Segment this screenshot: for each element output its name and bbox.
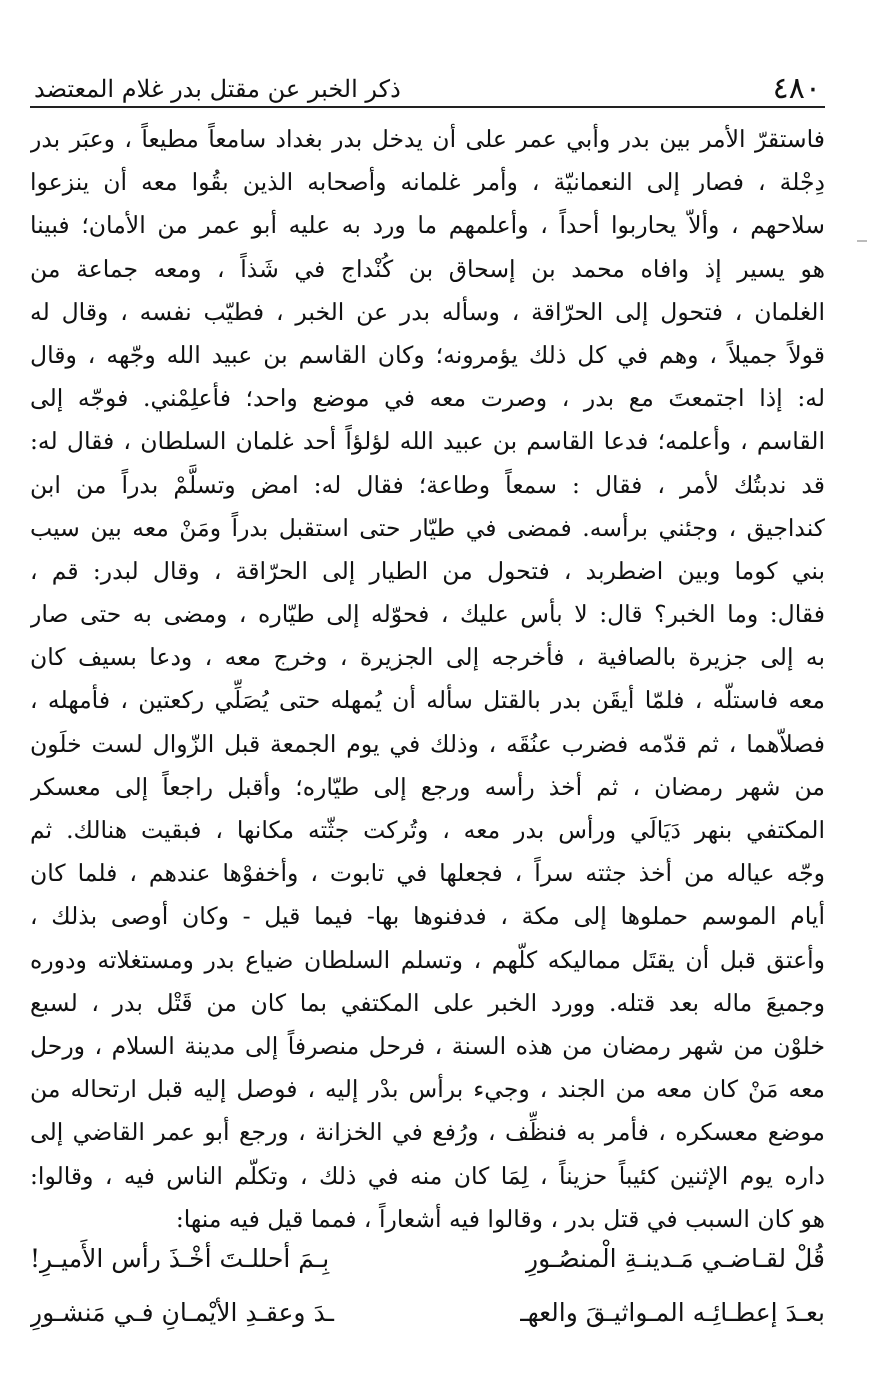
text-line: بني كوما وبين اضطربد ، فتحول من الطيار إلى الحرّاقة ، وقال لبدر: قم ، [30,556,825,585]
text-line: قد ندبتُك لأمر ، فقال : سمعاً وطاعة؛ فقال له: امض وتسلَّمْ بدراً من ابن [30,470,825,499]
text-line: القاسم ، وأعلمه؛ فدعا القاسم بن عبيد الله لؤلؤاً أحد غلمان السلطان ، فقال له: [30,427,825,456]
text-line: وجّه عياله من أخذ جثته سراً ، فجعلها في تابوت ، وأخفوْها عندهم ، فلما كان [30,859,825,888]
margin-mark [857,240,867,242]
text-line: فصلاّهما ، ثم قدّمه فضرب عنُقَه ، وذلك في يوم الجمعة قبل الزّوال لست خلَون [30,729,825,758]
verse-first-hemistich: بعـدَ إعطـائِـه المـواثيـقَ والعهـ [520,1298,825,1327]
poem [30,1232,825,1340]
text-line: معه فاستلّه ، فلمّا أيقَن بدر بالقتل سأله أن يُمهله حتى يُصَلِّي ركعتين ، فأمهله ، [30,686,825,715]
text-line: وجميعَ ماله بعد قتله. وورد الخبر على المكتفي بما كان من قَتْل بدر ، لسبع [30,988,825,1017]
text-line: به إلى جزيرة بالصافية ، فأخرجه إلى الجزيرة ، وخرج معه ، ودعا بسيف كان [30,643,825,672]
verse-second-hemistich: ـدَ وعقـدِ الأيْمـانِ فـي مَنشـورِ [30,1298,334,1327]
text-line: سلاحهم ، وألاّ يحاربوا أحداً ، وأعلمهم ما ورد به عليه أبو عمر من الأمان؛ فبينا [30,211,825,240]
text-line: هو يسير إذ وافاه محمد بن إسحاق بن كُنْداج في شَذاً ، ومعه جماعة من [30,254,825,283]
text-line: أيام الموسم حملوها إلى مكة ، فدفنوها بها- فيما قيل - وكان أوصى بذلك ، [30,902,825,931]
text-line: موضع معسكره ، فأمر به فنظِّف ، ورُفع في الخزانة ، ورجع أبو عمر القاضي إلى [30,1118,825,1147]
verse-first-hemistich: قُلْ لقـاضـي مَـدينـةِ الْمنصُـورِ [526,1244,825,1273]
text-line: فقال: وما الخبر؟ قال: لا بأس عليك ، فحوّله إلى طيّاره ، ومضى به حتى صار [30,600,825,629]
page-number: ٤٨٠ [772,71,821,106]
text-line: هو كان السبب في قتل بدر ، وقالوا فيه أشعاراً ، فمما قيل فيه منها: [175,1204,825,1233]
body-text [30,118,825,1241]
poem-verse [30,1232,825,1286]
text-line: كنداجيق ، وجئني برأسه. فمضى في طيّار حتى استقبل بدراً ومَنْ معه بين سيب [30,513,825,542]
text-line: داره يوم الإثنين كئيباً حزيناً ، لِمَا كان منه في ذلك ، وتكلّم الناس فيه ، وقالوا: [30,1161,825,1190]
text-line: من شهر رمضان ، ثم أخذ رأسه ورجع إلى طيّاره؛ وأقبل راجعاً إلى معسكر [30,772,825,801]
text-line: الغلمان ، فتحول إلى الحرّاقة ، وسأله بدر عن الخبر ، فطيّب نفسه ، وقال له [30,297,825,326]
text-line: دِجْلة ، فصار إلى النعمانيّة ، وأمر غلمانه وأصحابه الذين بقُوا معه أن ينزعوا [30,168,825,197]
text-line: فاستقرّ الأمر بين بدر وأبي عمر على أن يدخل بدر بغداد سامعاً مطيعاً ، وعبَر بدر [30,125,825,153]
verse-second-hemistich: بِـمَ أحللـتَ أخْـذَ رأس الأَميـرِ! [30,1244,330,1273]
text-line: المكتفي بنهر دَيَالَي ورأس بدر معه ، وتُركت جثّته مكانها ، فبقيت هنالك. ثم [30,816,825,844]
text-line: قولاً جميلاً ، وهم في كل ذلك يؤمرونه؛ وكان القاسم بن عبيد الله وجّهه ، وقال [30,340,825,369]
page-header [30,70,825,108]
text-line: خلوْن من شهر رمضان من هذه السنة ، فرحل منصرفاً إلى مدينة السلام ، ورحل [30,1031,825,1060]
text-line: وأعتق قبل أن يقتَل مماليكه كلّهم ، وتسلم السلطان ضياع بدر ومستغلاته ودوره [30,945,825,974]
text-line: معه مَنْ كان معه من الجند ، وجيء برأس بدْر إليه ، فوصل إليه قبل ارتحاله من [30,1075,825,1104]
running-title: ذكر الخبر عن مقتل بدر غلام المعتضد [34,75,401,103]
text-line: له: إذا اجتمعتَ مع بدر ، وصرت معه في موضع واحد؛ فأعلِمْني. فوجّه إلى [30,384,825,413]
poem-verse [30,1286,825,1340]
